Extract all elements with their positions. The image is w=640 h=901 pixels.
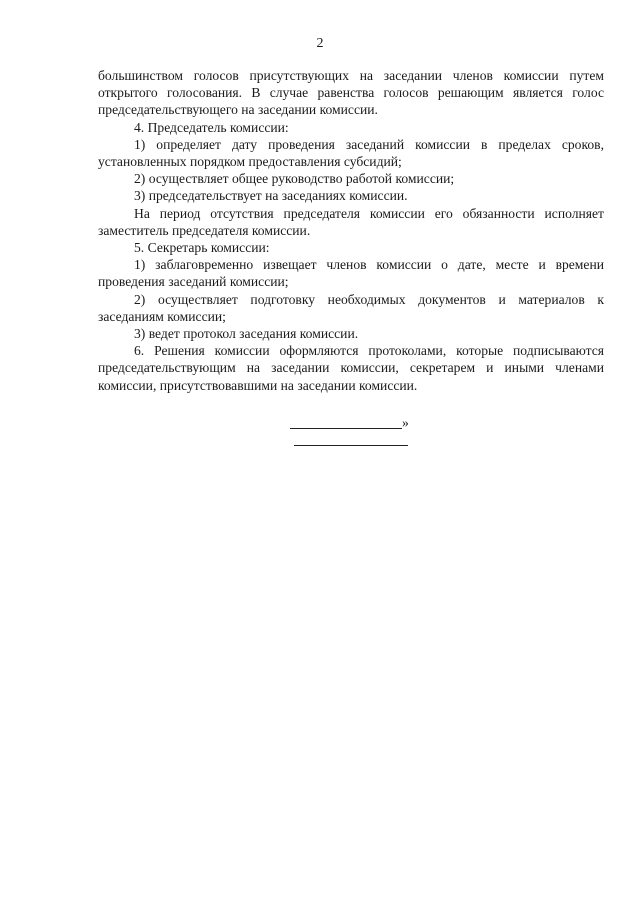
paragraph-section-4-item-1: 1) определяет дату проведения заседаний комиссии в пределах сроков, установленных порядком предоставления субсидий; (98, 136, 604, 170)
signoff-first-line (290, 414, 415, 431)
document-body (98, 67, 604, 394)
paragraph-section-5-item-2: 2) осуществляет подготовку необходимых документов и материалов к заседаниям комиссии; (98, 291, 604, 324)
paragraph-section-4-heading: 4. Председатель комиссии: (134, 119, 289, 135)
paragraph-section-5-heading: 5. Секретарь комиссии: (134, 240, 270, 256)
paragraph-section-5-item-1: 1) заблаговременно извещает членов комиссии о дате, месте и времени проведения заседаний комиссии; (98, 257, 604, 290)
page-number: 2 (316, 36, 324, 51)
paragraph-continuation: большинством голосов присутствующих на заседании членов комиссии путем открытого голосования. В случае равенства голосов решающим является голос председательствующего на заседании комиссии. (98, 68, 604, 118)
paragraph-section-6: 6. Решения комиссии оформляются протоколами, которые подписываются председательствующим на заседании комиссии, секретарем и иными членами комиссии, присутствовавшими на заседании комиссии. (98, 343, 604, 393)
closing-quote: » (402, 415, 409, 430)
paragraph-deputy-chair: На период отсутствия председателя комиссии его обязанности исполняет заместитель председателя комиссии. (98, 205, 604, 238)
paragraph-section-4-item-3: 3) председательствует на заседаниях комиссии. (134, 188, 408, 204)
paragraph-section-4-item-2: 2) осуществляет общее руководство работой комиссии; (134, 171, 455, 187)
signoff-rule-bottom (294, 445, 408, 446)
signoff-rule-top (290, 428, 402, 429)
paragraph-section-5-item-3: 3) ведет протокол заседания комиссии. (134, 326, 359, 342)
